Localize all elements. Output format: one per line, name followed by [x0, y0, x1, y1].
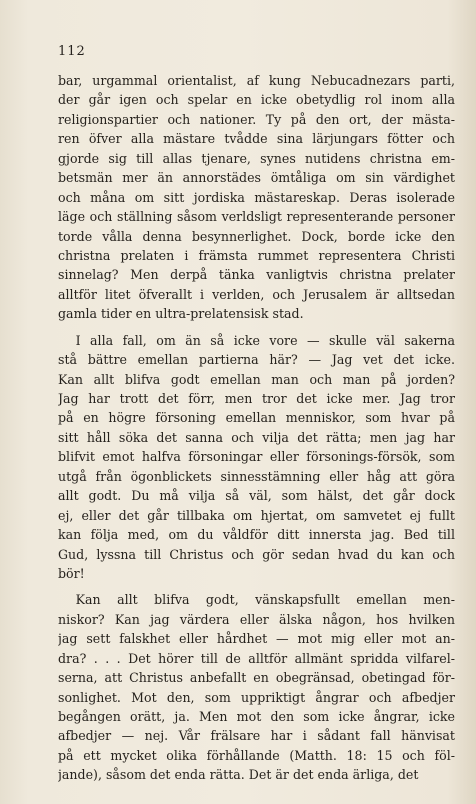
text-line: jande), såsom det enda rätta. Det är det enda ärliga, det — [58, 767, 419, 783]
page-number: 112 — [58, 44, 86, 59]
text-line: afbedjer — nej. Vår frälsare har i sådant fall hänvisat — [58, 728, 455, 744]
text-line: på ett mycket olika förhållande (Matth. 18: 15 och föl- — [58, 747, 455, 763]
text-line: begången orätt, ja. Men mot den som icke ångrar, icke — [58, 709, 455, 724]
text-line: ej, eller det går tillbaka om hjertat, om samvetet ej fullt — [58, 507, 455, 523]
text-line: Kan allt blifva godt emellan man och man på jorden? — [58, 371, 455, 387]
paragraph — [58, 331, 455, 584]
text-line: och måna om sitt jordiska mästareskap. Deras isolerade — [58, 189, 455, 205]
text-line: bar, urgammal orientalist, af kung Nebucadnezars parti, — [58, 73, 455, 88]
body-text — [58, 71, 455, 785]
text-line: religionspartier och nationer. Ty på den ort, der mästa- — [58, 111, 455, 127]
text-line: niskor? Kan jag värdera eller älska någon, hos hvilken — [58, 611, 455, 627]
text-line: bör! — [58, 565, 85, 581]
text-line: stå bättre emellan partierna här? — Jag vet det icke. — [58, 352, 455, 368]
text-line: läge och ställning såsom verldsligt representerande personer — [58, 209, 455, 225]
text-line: blifvit emot halfva försoningar eller försonings-försök, som — [58, 449, 455, 465]
text-line: ren öfver alla mästare tvådde sina lärjungars fötter och — [58, 131, 455, 147]
text-line: utgå från ögonblickets sinnesstämning eller håg att göra — [58, 468, 455, 484]
text-line: Gud, lyssna till Christus och gör sedan hvad du kan och — [58, 546, 455, 562]
text-line: sonlighet. Mot den, som uppriktigt ångrar och afbedjer — [58, 689, 455, 705]
text-line: I alla fall, om än så icke vore — skulle väl sakerna — [75, 332, 455, 348]
text-line: på en högre försoning emellan menniskor, som hvar på — [58, 410, 455, 426]
text-line: Kan allt blifva godt, vänskapsfullt emellan men- — [75, 592, 455, 608]
text-line: gamla tider en ultra-prelatensisk stad. — [58, 306, 304, 322]
paragraph-gap — [58, 324, 455, 331]
text-line: jag sett falskhet eller hårdhet — mot mig eller mot an- — [58, 631, 455, 647]
text-line: allt godt. Du må vilja så väl, som hälst, det går dock — [58, 488, 455, 504]
text-line: dra? . . . Det hörer till de alltför allmänt spridda vilfarel- — [58, 650, 455, 666]
text-line: christna prelaten i främsta rummet representera Christi — [58, 247, 455, 263]
text-line: alltför litet öfverallt i verlden, och Jerusalem är alltsedan — [58, 286, 455, 302]
paragraph-gap — [58, 583, 455, 590]
paragraph — [58, 590, 455, 784]
text-line: der går igen och spelar en icke obetydlig rol inom alla — [58, 92, 455, 108]
paragraph — [58, 71, 455, 324]
text-line: sinnelag? Men derpå tänka vanligtvis christna prelater — [58, 267, 455, 283]
text-line: betsmän mer än annorstädes ömtåliga om sin värdighet — [58, 170, 455, 186]
text-line: gjorde sig till allas tjenare, synes nutidens christna em- — [58, 150, 455, 166]
text-line: serna, att Christus anbefallt en obegränsad, obetingad för- — [58, 670, 455, 686]
text-line: Jag har trott det förr, men tror det icke mer. Jag tror — [58, 391, 455, 406]
text-line: kan följa med, om du våldför ditt innersta jag. Bed till — [58, 527, 455, 543]
text-line: torde vålla denna besynnerlighet. Dock, borde icke den — [58, 228, 455, 244]
text-line: sitt håll söka det sanna och vilja det rätta; men jag har — [58, 429, 455, 445]
